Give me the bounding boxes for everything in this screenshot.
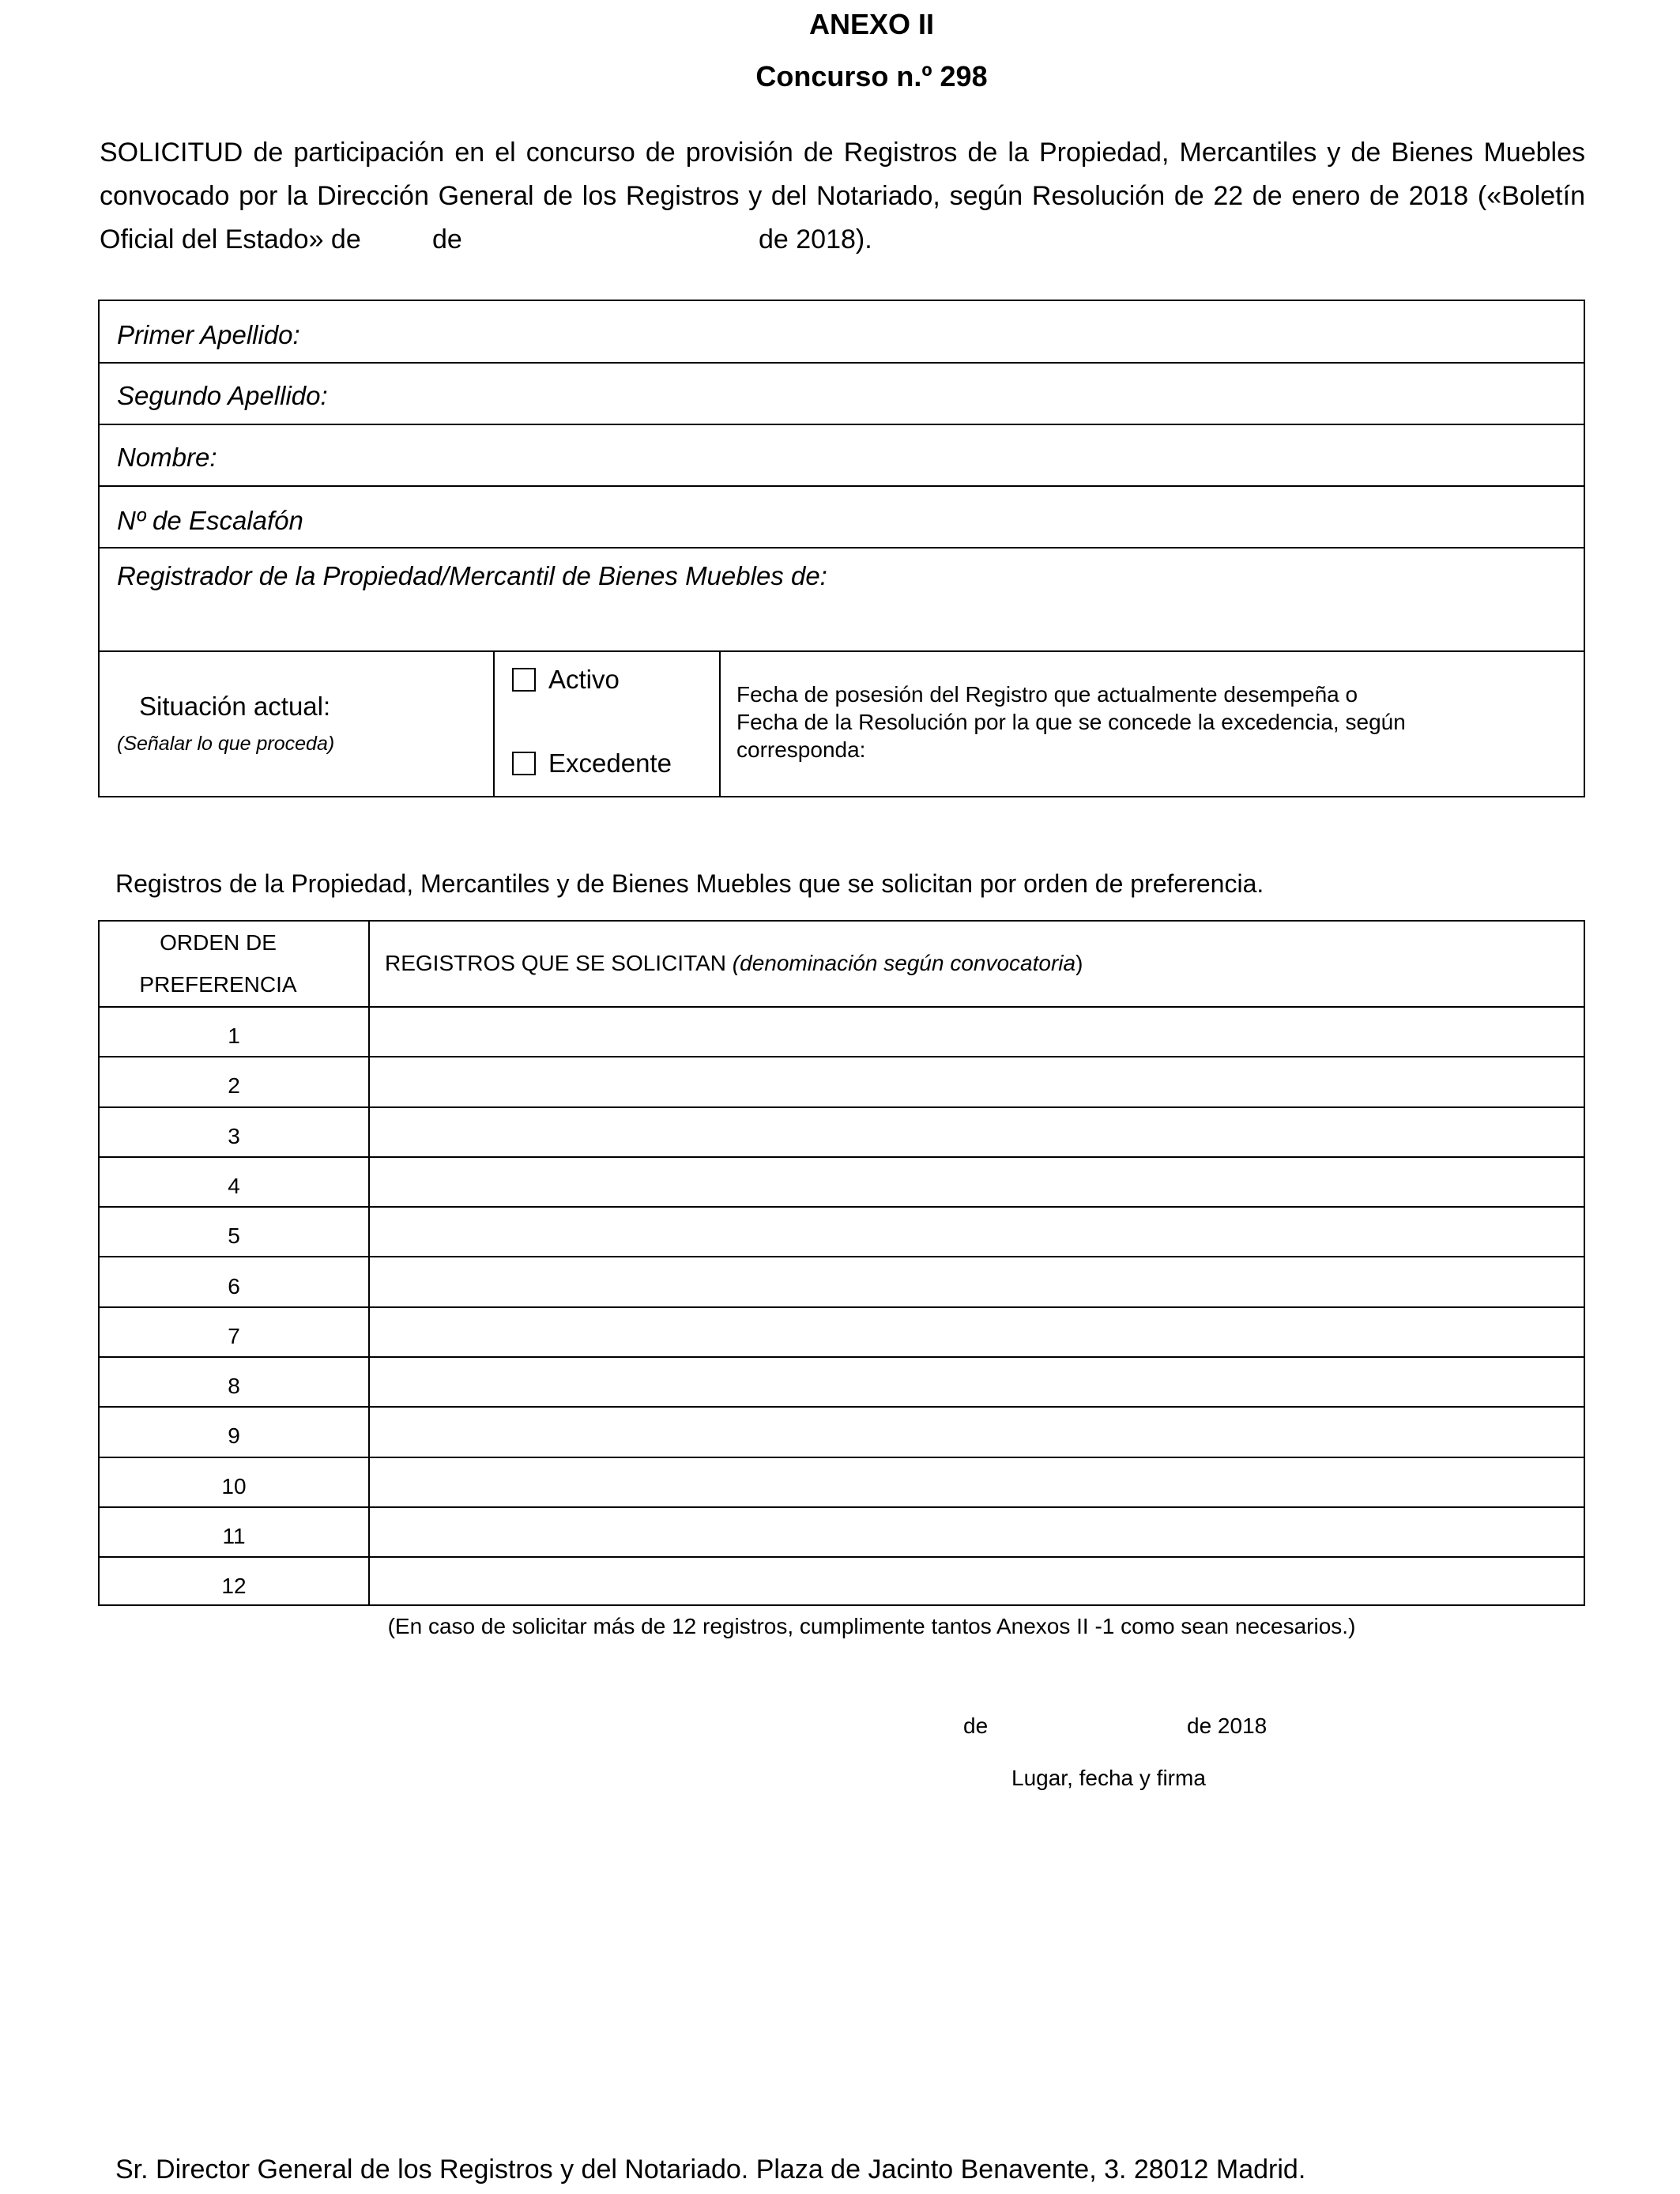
registries-header-close: ) xyxy=(1075,951,1083,975)
registries-heading: Registros de la Propiedad, Mercantiles y de Bienes Muebles que se solicitan por orden de preferencia. xyxy=(115,869,1264,898)
additional-annex-note: (En caso de solicitar más de 12 registros, cumplimente tantos Anexos II -1 como sean necesarios.) xyxy=(387,1614,1356,1638)
possession-date-field[interactable] xyxy=(736,680,1406,763)
column-divider xyxy=(493,652,495,796)
situation-hint: (Señalar lo que proceda) xyxy=(117,733,335,755)
order-header xyxy=(100,922,337,1005)
preference-number: 5 xyxy=(228,1223,240,1249)
intro-line-3b: de xyxy=(432,224,462,254)
order-header-line-2: PREFERENCIA xyxy=(139,972,297,997)
date-text-line-2: Fecha de la Resolución por la que se concede la excedencia, según xyxy=(736,710,1406,734)
registry-input-cell[interactable] xyxy=(370,1208,1584,1256)
preference-number: 4 xyxy=(228,1173,240,1198)
name-label: Nombre: xyxy=(117,443,217,472)
table-row[interactable] xyxy=(100,1458,1584,1508)
table-row[interactable] xyxy=(100,1358,1584,1408)
preference-number: 7 xyxy=(228,1323,240,1348)
registry-input-cell[interactable] xyxy=(370,1008,1584,1056)
personal-data-table xyxy=(98,300,1585,797)
registries-header-italic: (denominación según convocatoria xyxy=(732,951,1076,975)
table-row[interactable] xyxy=(100,1558,1584,1608)
registry-input-cell[interactable] xyxy=(370,1408,1584,1456)
ranking-label: Nº de Escalafón xyxy=(117,506,303,535)
signature-date-year: de 2018 xyxy=(1187,1713,1268,1738)
registry-input-cell[interactable] xyxy=(370,1458,1584,1506)
ranking-field[interactable] xyxy=(100,487,1584,548)
preference-number: 8 xyxy=(228,1374,240,1399)
footer-address: Sr. Director General de los Registros y del Notariado. Plaza de Jacinto Benavente, 3. 28012 Madrid. xyxy=(115,2154,1306,2185)
preference-number: 10 xyxy=(221,1473,247,1498)
name-field[interactable] xyxy=(100,425,1584,487)
intro-line-1: SOLICITUD de participación en el concurso de provisión de Registros de la Propiedad, Mercantiles y de Bienes Muebles xyxy=(100,138,1585,168)
intro-line-2: convocado por la Dirección General de los Registros y del Notariado, según Resolución de 22 de enero de 2018 («Boletín xyxy=(100,181,1585,211)
contest-number: Concurso n.º 298 xyxy=(755,60,988,92)
date-text-line-1: Fecha de posesión del Registro que actualmente desempeña o xyxy=(736,682,1358,707)
preference-number: 12 xyxy=(221,1574,247,1599)
intro-line-3a: Oficial del Estado» de xyxy=(100,224,361,254)
registrar-field[interactable] xyxy=(100,548,1584,652)
first-surname-label: Primer Apellido: xyxy=(117,320,300,349)
registry-input-cell[interactable] xyxy=(370,1258,1584,1306)
preference-number: 11 xyxy=(222,1524,246,1548)
table-row[interactable] xyxy=(100,1208,1584,1257)
second-surname-field[interactable] xyxy=(100,364,1584,425)
intro-paragraph xyxy=(100,131,1585,262)
current-situation-row xyxy=(100,652,1584,796)
registry-input-cell[interactable] xyxy=(370,1508,1584,1556)
table-header-row xyxy=(100,922,1584,1008)
table-row[interactable] xyxy=(100,1057,1584,1107)
table-row[interactable] xyxy=(100,1508,1584,1558)
table-row[interactable] xyxy=(100,1258,1584,1308)
date-text-line-3: corresponda: xyxy=(736,737,866,762)
registries-table xyxy=(98,920,1585,1606)
column-divider xyxy=(719,652,721,796)
signature-caption: Lugar, fecha y firma xyxy=(1011,1766,1206,1790)
registry-input-cell[interactable] xyxy=(370,1558,1584,1608)
second-surname-label: Segundo Apellido: xyxy=(117,381,328,410)
surplus-label: Excedente xyxy=(548,748,672,778)
signature-date-de: de xyxy=(963,1713,989,1738)
preference-number: 2 xyxy=(228,1073,240,1099)
registries-header xyxy=(385,951,1083,976)
registry-input-cell[interactable] xyxy=(370,1108,1584,1156)
table-row[interactable] xyxy=(100,1308,1584,1358)
registry-input-cell[interactable] xyxy=(370,1158,1584,1206)
active-label: Activo xyxy=(548,665,620,694)
preference-number: 9 xyxy=(228,1423,240,1449)
table-row[interactable] xyxy=(100,1008,1584,1057)
table-row[interactable] xyxy=(100,1158,1584,1208)
active-checkbox[interactable] xyxy=(512,668,536,692)
first-surname-field[interactable] xyxy=(100,301,1584,364)
situation-label: Situación actual: xyxy=(139,692,331,721)
registries-header-text: REGISTROS QUE SE SOLICITAN xyxy=(385,951,727,975)
surplus-checkbox[interactable] xyxy=(512,752,536,775)
table-row[interactable] xyxy=(100,1408,1584,1457)
annex-title: ANEXO II xyxy=(808,8,935,40)
registrar-label: Registrador de la Propiedad/Mercantil de Bienes Muebles de: xyxy=(117,561,827,590)
preference-number: 6 xyxy=(228,1273,240,1299)
preference-number: 1 xyxy=(228,1023,240,1048)
preference-number: 3 xyxy=(228,1123,240,1148)
table-row[interactable] xyxy=(100,1108,1584,1158)
registry-input-cell[interactable] xyxy=(370,1308,1584,1356)
registry-input-cell[interactable] xyxy=(370,1358,1584,1406)
intro-line-3c: de 2018). xyxy=(759,224,872,254)
registry-input-cell[interactable] xyxy=(370,1057,1584,1106)
order-header-line-1: ORDEN DE xyxy=(160,930,277,955)
